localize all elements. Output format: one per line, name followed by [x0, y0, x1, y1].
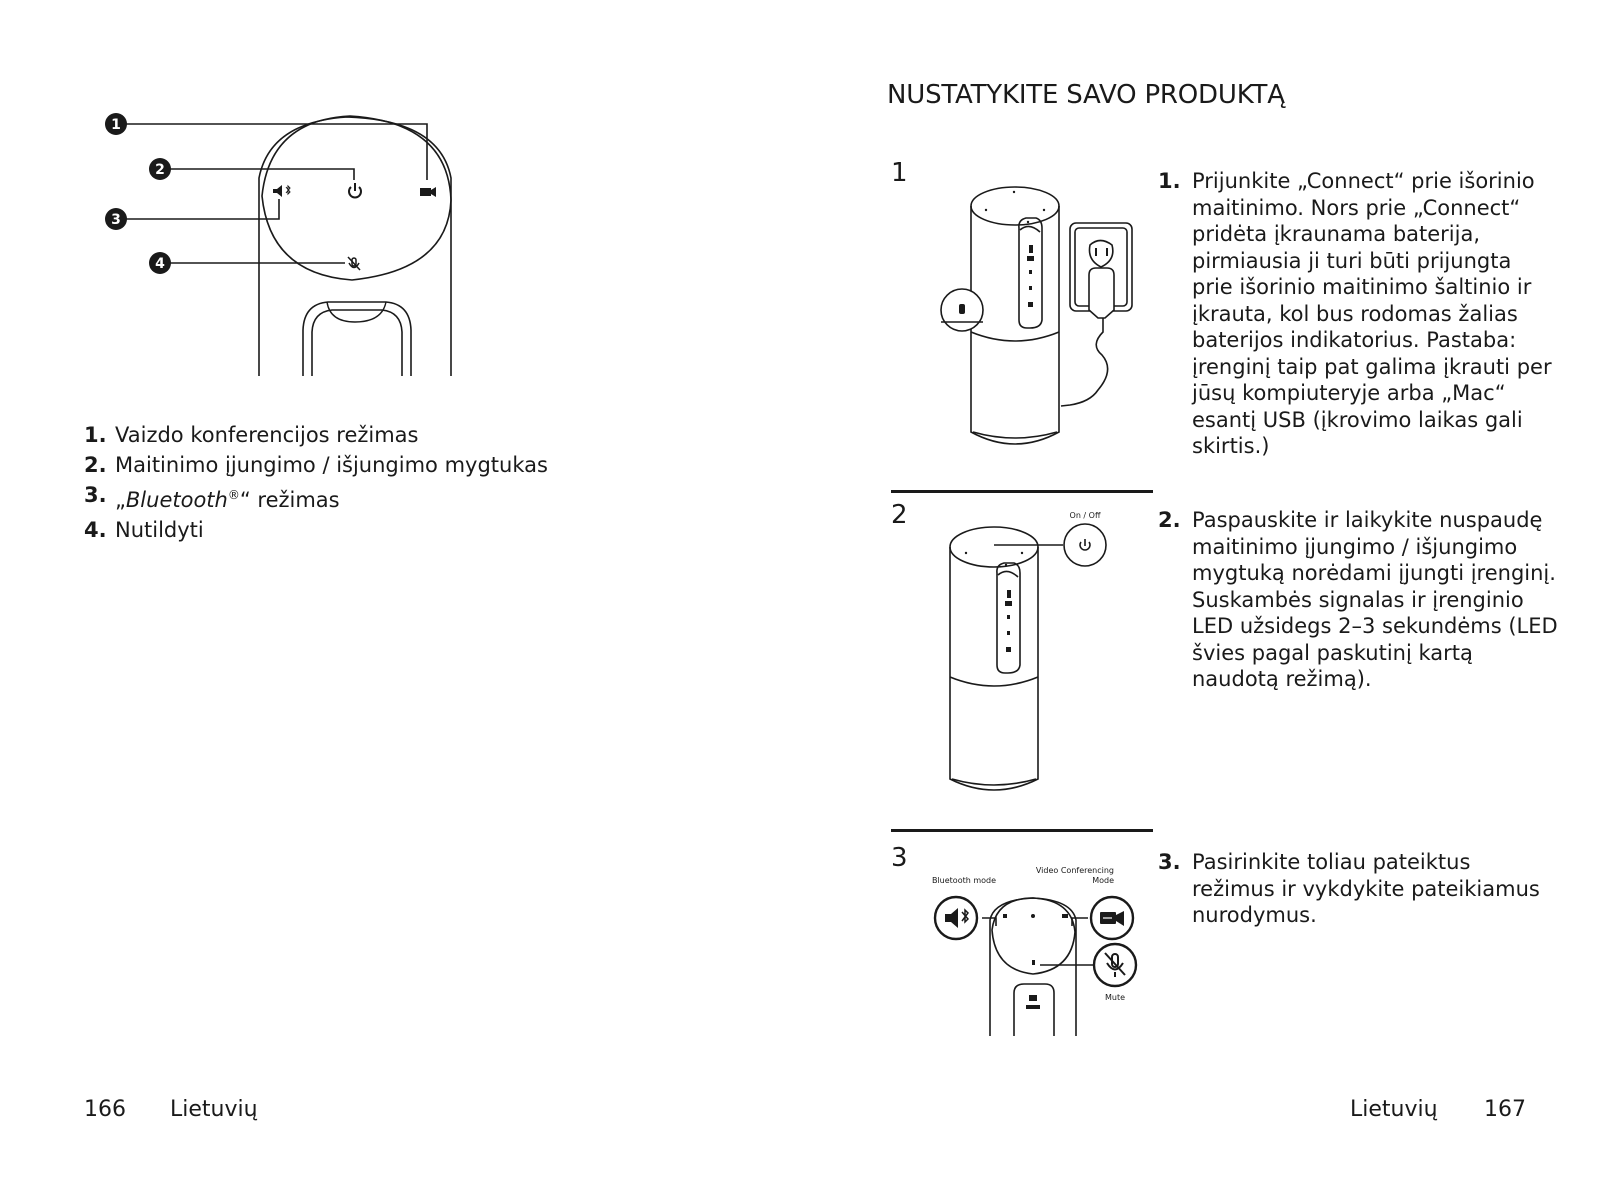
mute-icon	[348, 257, 360, 270]
callout-3	[105, 208, 127, 230]
svg-text:3: 3	[111, 212, 121, 228]
svg-text:2: 2	[155, 162, 165, 178]
svg-text:4: 4	[155, 256, 165, 272]
list-item: 4. Nutildyti	[84, 518, 204, 542]
right-page-language: Lietuvių	[1350, 1097, 1438, 1122]
bluetooth-mode-label: Bluetooth mode	[931, 876, 997, 885]
step-2-number: 2	[891, 500, 908, 530]
callout-4	[149, 252, 171, 274]
step-1-illustration	[930, 170, 1150, 460]
step-1-number: 1	[891, 158, 908, 188]
list-item: 2. Maitinimo įjungimo / išjungimo mygtukas	[84, 453, 548, 477]
step-3-number: 3	[891, 843, 908, 873]
right-page-number: 167	[1484, 1097, 1526, 1122]
callout-2	[149, 158, 171, 180]
divider	[891, 829, 1153, 832]
mute-label: Mute	[1104, 993, 1126, 1002]
callout-1	[105, 113, 127, 135]
list-item: 1. Vaizdo konferencijos režimas	[84, 423, 419, 447]
video-conferencing-label: Video Conferencing	[1035, 866, 1114, 875]
list-item: 3. „Bluetooth®“ režimas	[84, 483, 340, 512]
bluetooth-speaker-icon	[273, 185, 290, 197]
feature-list	[84, 420, 548, 545]
video-camera-icon	[420, 187, 436, 197]
power-icon	[349, 183, 361, 197]
left-page-number: 166	[84, 1097, 126, 1122]
step-3-illustration	[920, 866, 1160, 1040]
video-mode-label: Mode	[1092, 876, 1114, 885]
step-2-illustration	[930, 505, 1130, 795]
on-off-label: On / Off	[1069, 511, 1101, 520]
svg-text:1: 1	[111, 117, 121, 133]
step-1-text: 1. Prijunkite „Connect“ prie išorinio maitinimo. Nors prie „Connect“ pridėta įkraunama baterija, pirmiausia ji turi būti prijungta prie išorinio maitinimo šaltinio ir įkrauta, kol bus rodomas žalias baterijos indikatorius. Pastaba: įrenginį taip pat galima įkrauti per jūsų kompiuteryje arba „Mac“ esantį USB (įkrovimo laikas gali skirtis.)	[1158, 169, 1552, 458]
step-3-text: 3. Pasirinkite toliau pateiktus režimus ir vykdykite pateikiamus nurodymus.	[1158, 850, 1540, 927]
divider	[891, 490, 1153, 493]
page-title: NUSTATYKITE SAVO PRODUKTĄ	[887, 80, 1285, 110]
video-camera-icon	[1100, 911, 1124, 926]
left-page-language: Lietuvių	[170, 1097, 258, 1122]
device-top-diagram	[0, 0, 800, 400]
step-2-text: 2. Paspauskite ir laikykite nuspaudę maitinimo įjungimo / išjungimo mygtuką norėdami įjungti įrenginį. Suskambės signalas ir įrenginio LED užsidegs 2–3 sekundėms (LED švies pagal paskutinį kartą naudotą režimą).	[1158, 508, 1558, 691]
